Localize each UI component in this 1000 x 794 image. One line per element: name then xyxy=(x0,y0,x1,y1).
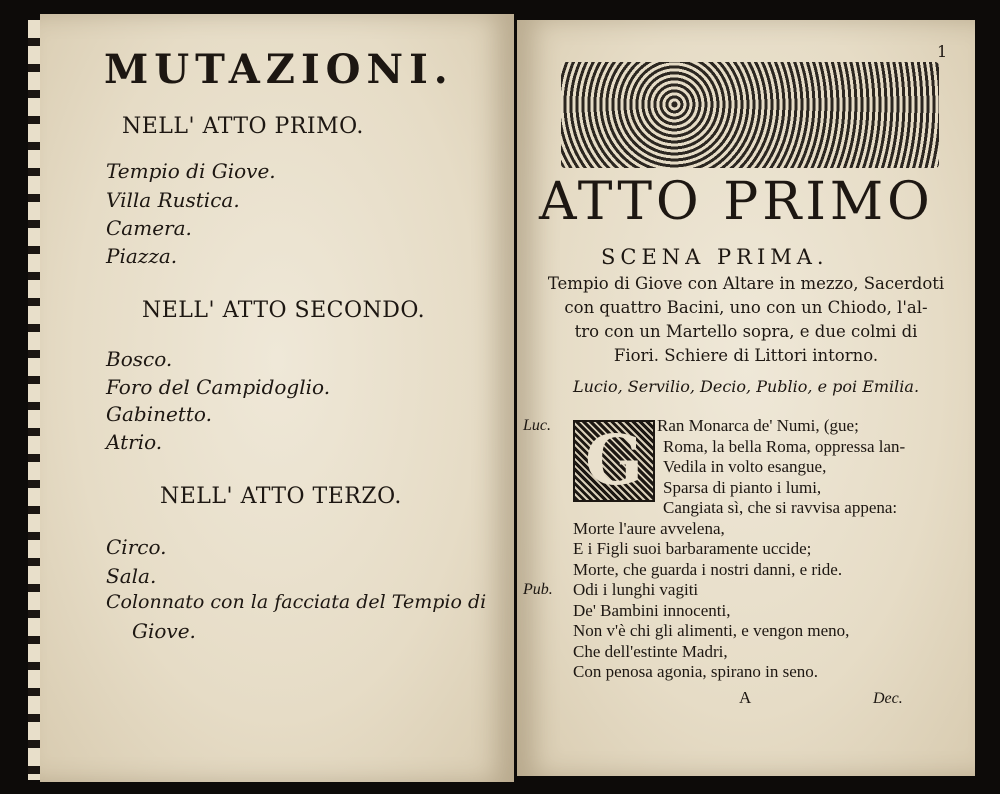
verse-line: Con penosa agonia, spirano in seno. xyxy=(573,662,819,681)
decorative-headpiece xyxy=(561,62,939,168)
verse-line: E i Figli suoi barbaramente uccide; xyxy=(573,539,812,558)
verse-line: Odi i lunghi vagiti xyxy=(573,580,699,599)
act-title: ATTO PRIMO xyxy=(539,172,934,232)
verse-line: Non v'è chi gli alimenti, e vengon meno, xyxy=(573,621,850,640)
verse-line: Morte l'aure avvelena, xyxy=(573,518,725,538)
page-title: MUTAZIONI. xyxy=(104,46,454,93)
speaker-label: Luc. xyxy=(523,417,551,434)
scene-item: Bosco. xyxy=(106,347,173,371)
scene-item: Villa Rustica. xyxy=(106,188,240,212)
scene-item: Foro del Campidoglio. xyxy=(106,375,331,399)
page-number: 1 xyxy=(937,42,948,61)
scene-item: Colonnato con la facciata del Tempio di xyxy=(106,591,487,613)
act-heading: NELL' ATTO PRIMO. xyxy=(122,114,364,139)
signature-mark: A xyxy=(739,688,752,707)
scene-item: Piazza. xyxy=(106,244,178,268)
scene-item: Atrio. xyxy=(106,430,163,454)
right-page xyxy=(517,20,975,776)
act-heading: NELL' ATTO SECONDO. xyxy=(142,298,426,323)
verse-line: Roma, la bella Roma, oppressa lan- xyxy=(663,436,906,456)
scene-title: SCENA PRIMA. xyxy=(601,245,829,269)
left-page xyxy=(40,14,514,782)
verse-line: Morte, che guarda i nostri danni, e ride. xyxy=(573,559,843,579)
speaker-label: Pub. xyxy=(523,581,553,598)
scene-item: Giove. xyxy=(132,619,196,643)
act-heading: NELL' ATTO TERZO. xyxy=(160,484,402,509)
verse-line: Sparsa di pianto i lumi, xyxy=(663,477,822,497)
character-list: Lucio, Servilio, Decio, Publio, e poi Emilia. xyxy=(572,377,920,396)
scene-item: Tempio di Giove. xyxy=(106,159,276,183)
setting-line: Fiori. Schiere di Littori intorno. xyxy=(613,346,879,365)
setting-line: tro con un Martello sopra, e due colmi di xyxy=(574,322,918,341)
verse-line: Ran Monarca de' Numi, (gue; xyxy=(657,416,859,435)
scene-setting xyxy=(517,272,975,368)
scene-item: Sala. xyxy=(106,564,157,588)
scene-item: Circo. xyxy=(106,535,167,559)
setting-line: Tempio di Giove con Altare in mezzo, Sacerdoti xyxy=(547,274,945,293)
drop-cap-letter: G xyxy=(584,421,644,501)
verse-line: Che dell'estinte Madri, xyxy=(573,641,728,661)
drop-cap-initial xyxy=(573,420,655,502)
scene-item: Gabinetto. xyxy=(106,402,212,426)
verse-line: Vedila in volto esangue, xyxy=(663,457,827,476)
verse-line: De' Bambini innocenti, xyxy=(573,600,731,620)
verse-line: Cangiata sì, che si ravvisa appena: xyxy=(663,498,898,517)
setting-line: con quattro Bacini, uno con un Chiodo, l'al- xyxy=(564,298,928,317)
scene-item: Camera. xyxy=(106,216,192,240)
catchword: Dec. xyxy=(873,690,903,707)
